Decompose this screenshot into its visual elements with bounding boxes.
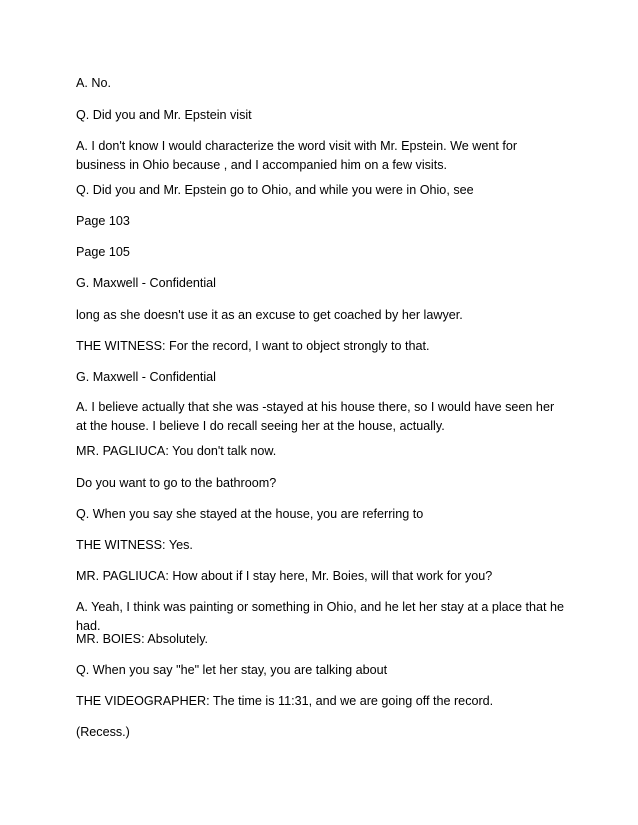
paragraph-videographer: THE VIDEOGRAPHER: The time is 11:31, and we are going off the record. bbox=[76, 694, 494, 708]
paragraph-recess: (Recess.) bbox=[76, 725, 130, 739]
confidential-header: G. Maxwell - Confidential bbox=[76, 276, 216, 290]
paragraph-coached-lawyer: long as she doesn't use it as an excuse to get coached by her lawyer. bbox=[76, 308, 463, 322]
paragraph-pagliuca-talk: MR. PAGLIUCA: You don't talk now. bbox=[76, 444, 277, 458]
confidential-header: G. Maxwell - Confidential bbox=[76, 370, 216, 384]
paragraph-answer-ohio-business: A. I don't know I would characterize the word visit with Mr. Epstein. We went for business in Ohio because , and I accompanied him on a few visits. bbox=[76, 139, 518, 172]
paragraph-pagliuca-stay: MR. PAGLIUCA: How about if I stay here, Mr. Boies, will that work for you? bbox=[76, 569, 493, 583]
paragraph-answer-painting: A. Yeah, I think was painting or something in Ohio, and he let her stay at a place that he had. bbox=[76, 600, 564, 633]
paragraph-answer-no: A. No. bbox=[76, 76, 111, 90]
paragraph-bathroom: Do you want to go to the bathroom? bbox=[76, 476, 277, 490]
page-marker-103: Page 103 bbox=[76, 214, 130, 228]
paragraph-witness-object: THE WITNESS: For the record, I want to object strongly to that. bbox=[76, 339, 430, 353]
page-marker-105: Page 105 bbox=[76, 245, 130, 259]
paragraph-boies-absolutely: MR. BOIES: Absolutely. bbox=[76, 632, 209, 646]
paragraph-answer-stayed-house: A. I believe actually that she was -stayed at his house there, so I would have seen her at the house. I believe I do recall seeing her at the house, actually. bbox=[76, 400, 555, 433]
paragraph-question-visit: Q. Did you and Mr. Epstein visit bbox=[76, 108, 252, 122]
paragraph-question-referring: Q. When you say she stayed at the house, you are referring to bbox=[76, 507, 424, 521]
paragraph-question-he: Q. When you say "he" let her stay, you are talking about bbox=[76, 663, 388, 677]
paragraph-witness-yes: THE WITNESS: Yes. bbox=[76, 538, 193, 552]
paragraph-question-ohio: Q. Did you and Mr. Epstein go to Ohio, and while you were in Ohio, see bbox=[76, 183, 474, 197]
